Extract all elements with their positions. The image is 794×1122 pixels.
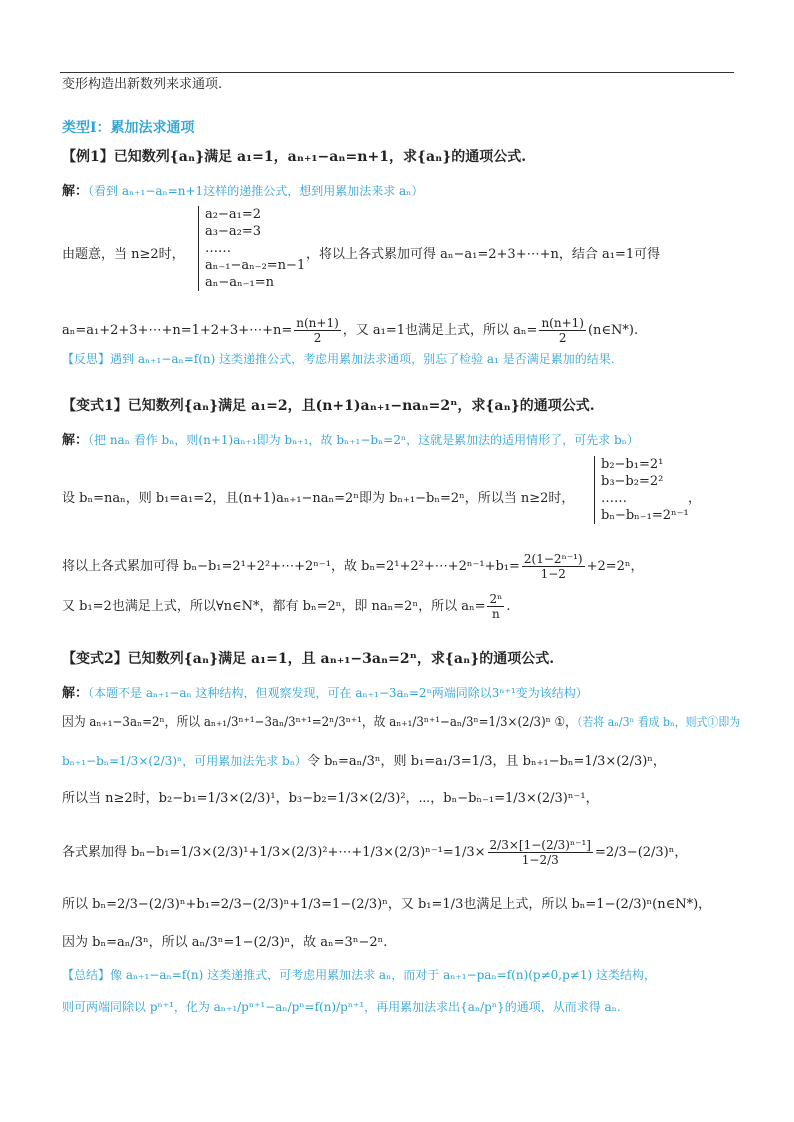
fraction-numerator: 2ⁿ: [489, 592, 503, 606]
variant1-title: 【变式1】已知数列{aₙ}满足 a₁=2，且(n+1)aₙ₊₁−naₙ=2ⁿ，求{aₙ}的通项公式.: [62, 398, 595, 414]
variant1-solution-intro: [62, 431, 639, 450]
fraction: [488, 838, 593, 867]
variant2-summary-line2: 则可两端同除以 pⁿ⁺¹，化为 aₙ₊₁/pⁿ⁺¹−aₙ/pⁿ=f(n)/pⁿ⁺¹，再用累加法求出{aₙ/pⁿ}的通项，从而求得 aₙ.: [62, 1000, 621, 1014]
variant2-line1: [62, 713, 740, 732]
system-row: b₃−b₂=2²: [601, 474, 664, 489]
fraction-numerator: 2(1−2ⁿ⁻¹): [523, 552, 583, 566]
system-row: ……: [601, 491, 627, 506]
example1-solution-intro: [62, 182, 423, 201]
system-row: a₂−a₁=2: [205, 207, 261, 222]
fraction-numerator: 2/3×[1−(2/3)ⁿ⁻¹]: [489, 838, 591, 852]
fraction-numerator: n(n+1): [541, 316, 584, 330]
fraction: [294, 316, 341, 345]
example1-sys-post: ，将以上各式累加可得 aₙ−a₁=2+3+⋯+n，结合 a₁=1可得: [306, 247, 661, 262]
result-text: (n∈N*).: [587, 323, 639, 338]
fraction: [539, 316, 586, 345]
fraction-numerator: n(n+1): [296, 316, 339, 330]
solution-label: 解：: [62, 184, 89, 199]
solution-label: 解：: [62, 433, 89, 448]
variant1-line1: 设 bₙ=naₙ，则 b₁=a₁=2，且(n+1)aₙ₊₁−naₙ=2ⁿ即为 bₙ₊₁−bₙ=2ⁿ，所以当 n≥2时，: [62, 491, 575, 506]
line-text: .: [506, 599, 511, 614]
fraction-denominator: 2: [313, 331, 322, 345]
fraction: [487, 592, 504, 621]
variant1-line3: [62, 592, 510, 621]
example1-equation-system: [198, 206, 305, 291]
system-row: ……: [205, 241, 231, 256]
line-text: =2/3−(2/3)ⁿ，: [594, 845, 688, 860]
system-row: aₙ₋₁−aₙ₋₂=n−1: [205, 258, 306, 273]
fraction-denominator: 2: [558, 331, 567, 345]
result-text: ，又 a₁=1也满足上式，所以 aₙ=: [342, 323, 538, 338]
header-rule: [60, 72, 734, 73]
system-row: aₙ−aₙ₋₁=n: [205, 275, 274, 290]
intro-text: 变形构造出新数列来求通项.: [62, 77, 223, 92]
variant1-equation-system: [594, 456, 689, 524]
variant2-line2: [62, 752, 666, 771]
inline-hint: bₙ₊₁−bₙ=1/3×(2/3)ⁿ，可用累加法先求 bₙ）: [62, 754, 307, 768]
inline-hint: （若将 aₙ/3ⁿ 看成 bₙ，则式①即为: [576, 715, 741, 729]
system-row: bₙ−bₙ₋₁=2ⁿ⁻¹: [601, 508, 689, 523]
variant2-line3: 所以当 n≥2时，b₂−b₁=1/3×(2/3)¹，b₃−b₂=1/3×(2/3)²，⋯，bₙ−bₙ₋₁=1/3×(2/3)ⁿ⁻¹，: [62, 791, 599, 806]
system-row: b₂−b₁=2¹: [601, 457, 664, 472]
example1-sys-pre: 由题意，当 n≥2时，: [62, 247, 185, 262]
variant2-line6: 因为 bₙ=aₙ/3ⁿ，所以 aₙ/3ⁿ=1−(2/3)ⁿ，故 aₙ=3ⁿ−2ⁿ.: [62, 935, 388, 950]
solution-hint: （看到 aₙ₊₁−aₙ=n+1这样的递推公式，想到用累加法来求 aₙ）: [88, 184, 424, 198]
line-text: 令 bₙ=aₙ/3ⁿ，则 b₁=a₁/3=1/3，且 bₙ₊₁−bₙ=1/3×(2/3)ⁿ，: [306, 754, 666, 769]
variant2-line5: 所以 bₙ=2/3−(2/3)ⁿ+b₁=2/3−(2/3)ⁿ+1/3=1−(2/3)ⁿ，又 b₁=1/3也满足上式，所以 bₙ=1−(2/3)ⁿ(n∈N*)，: [62, 897, 712, 912]
fraction: [522, 552, 585, 581]
solution-label: 解：: [62, 686, 89, 701]
section-heading-type1: 类型Ⅰ：累加法求通项: [62, 120, 195, 136]
line-text: +2=2ⁿ，: [586, 559, 644, 574]
line-text: 将以上各式累加可得 bₙ−b₁=2¹+2²+⋯+2ⁿ⁻¹，故 bₙ=2¹+2²+⋯+2ⁿ⁻¹+b₁=: [62, 559, 520, 574]
solution-hint: （本题不是 aₙ₊₁−aₙ 这种结构，但观察发现，可在 aₙ₊₁−3aₙ=2ⁿ两端同除以3ⁿ⁺¹变为该结构）: [88, 686, 588, 700]
variant2-title: 【变式2】已知数列{aₙ}满足 a₁=1，且 aₙ₊₁−3aₙ=2ⁿ，求{aₙ}的通项公式.: [62, 651, 555, 667]
example1-result: [62, 316, 638, 345]
solution-hint: （把 naₙ 看作 bₙ，则(n+1)aₙ₊₁即为 bₙ₊₁，故 bₙ₊₁−bₙ=2ⁿ，这就是累加法的适用情形了，可先求 bₙ）: [88, 433, 639, 447]
fraction-denominator: n: [492, 607, 500, 621]
line-text: 因为 aₙ₊₁−3aₙ=2ⁿ，所以 aₙ₊₁/3ⁿ⁺¹−3aₙ/3ⁿ⁺¹=2ⁿ/3ⁿ⁺¹，故 aₙ₊₁/3ⁿ⁺¹−aₙ/3ⁿ=1/3×(2/3)ⁿ ①，: [62, 715, 577, 730]
example1-title: 【例1】已知数列{aₙ}满足 a₁=1，aₙ₊₁−aₙ=n+1，求{aₙ}的通项公式.: [62, 149, 527, 165]
line-text: 又 b₁=2也满足上式，所以∀n∈N*，都有 bₙ=2ⁿ，即 naₙ=2ⁿ，所以 aₙ=: [62, 599, 486, 614]
example1-reflection: 【反思】遇到 aₙ₊₁−aₙ=f(n) 这类递推公式，考虑用累加法求通项，别忘了检验 a₁ 是否满足累加的结果.: [62, 352, 615, 366]
line-text: 各式累加得 bₙ−b₁=1/3×(2/3)¹+1/3×(2/3)²+⋯+1/3×(2/3)ⁿ⁻¹=1/3×: [62, 845, 486, 860]
result-text: aₙ=a₁+2+3+⋯+n=1+2+3+⋯+n=: [62, 323, 293, 338]
variant2-summary-line1: 【总结】像 aₙ₊₁−aₙ=f(n) 这类递推式，可考虑用累加法求 aₙ，而对于 aₙ₊₁−paₙ=f(n)(p≠0,p≠1) 这类结构，: [62, 968, 656, 982]
variant2-solution-intro: [62, 684, 588, 703]
variant2-line4: [62, 838, 687, 867]
fraction-denominator: 1−2: [540, 567, 566, 581]
variant1-line2: [62, 552, 644, 581]
fraction-denominator: 1−2/3: [521, 853, 559, 867]
system-row: a₃−a₂=3: [205, 224, 261, 239]
variant1-system-comma: ，: [688, 491, 702, 506]
